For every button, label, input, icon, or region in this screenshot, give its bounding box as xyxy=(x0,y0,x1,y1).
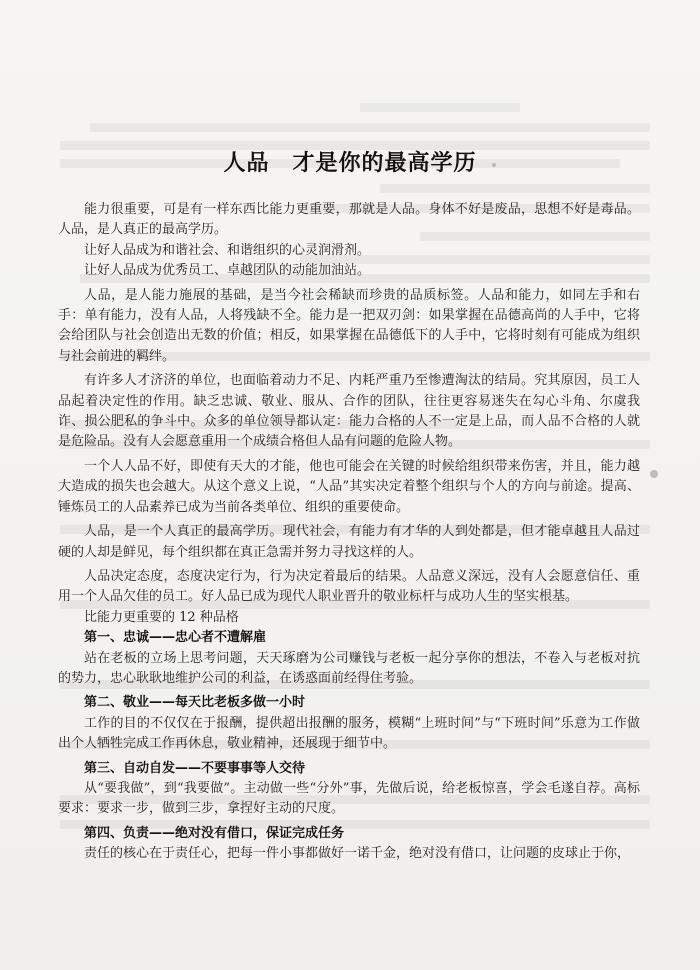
paragraph: 让好人品成为和谐社会、和谐组织的心灵润滑剂。 xyxy=(84,242,371,258)
section-body: 责任的核心在于责任心，把每一件小事都做好一诺千金，绝对没有借口，让问题的皮球止于你， xyxy=(84,846,631,862)
paragraph: 一个人人品不好，即使有天大的才能，他也可能会在关键的时候给组织带来伤害，并且，能力越大造成的损失也会越大。从这个意义上说，“人品”其实决定着整个组织与个人的方向与前途。提高、锤炼员工的人品素养已成为当前各类单位、组织的重要使命。 xyxy=(58,458,640,515)
scan-speck xyxy=(492,163,496,167)
paragraph: 有许多人才济济的单位，也面临着动力不足、内耗严重乃至惨遭淘汰的结局。究其原因，员工人品起着决定性的作用。缺乏忠诚、敬业、服从、合作的团队，往往更容易迷失在勾心斗角、尔虞我诈、损公肥私的争斗中。众多的单位领导都认定：能力合格的人不一定是上品，而人品不合格的人就是危险品。没有人会愿意重用一个成绩合格但人品有问题的危险人物。 xyxy=(58,373,640,450)
document-body xyxy=(58,200,640,865)
section-heading: 第一、忠诚——忠心者不遭解雇 xyxy=(84,630,267,646)
paragraph: 让好人品成为优秀员工、卓越团队的动能加油站。 xyxy=(84,263,371,279)
paragraph: 人品，是一个人真正的最高学历。现代社会，有能力有才华的人到处都是，但才能卓越且人品过硬的人却是鲜见，每个组织都在真正急需并努力寻找这样的人。 xyxy=(58,524,640,560)
scan-speck xyxy=(650,470,658,478)
section-heading: 第四、负责——绝对没有借口，保证完成任务 xyxy=(84,825,345,841)
section-body: 工作的目的不仅仅在于报酬，提供超出报酬的服务，模糊“上班时间”与“下班时间”乐意为工作做出个人牺牲完成工作再休息，敬业精神，还展现于细节中。 xyxy=(58,715,640,752)
paragraph: 人品决定态度，态度决定行为，行为决定着最后的结果。人品意义深远，没有人会愿意信任、重用一个人品欠佳的员工。好人品已成为现代人职业晋升的敬业标杆与成功人生的坚实根基。 xyxy=(58,568,640,605)
section-body: 从“要我做”，到“我要做”。主动做一些“分外”事，先做后说，给老板惊喜，学会毛遂自荐。高标要求：要求一步，做到三步，拿捏好主动的尺度。 xyxy=(58,780,640,817)
section-body: 站在老板的立场上思考问题，天天琢磨为公司赚钱与老板一起分享你的想法，不卷入与老板对抗的势力，忠心耿耿地维护公司的利益，在诱惑面前经得住考验。 xyxy=(58,650,640,686)
section-heading: 第二、敬业——每天比老板多做一小时 xyxy=(84,695,306,711)
section-heading: 第三、自动自发——不要事事等人交待 xyxy=(84,760,306,776)
paragraph: 人品，是人能力施展的基础，是当今社会稀缺而珍贵的品质标签。人品和能力，如同左手和右手：单有能力，没有人品，人将残缺不全。能力是一把双刃剑：如果掌握在品德高尚的人手中，它将会给团队与社会创造出无数的价值；相反，如果掌握在品德低下的人手中，它将时刻有可能成为组织与社会前进的羁绊。 xyxy=(58,287,640,364)
page-title: 人品 才是你的最高学历 xyxy=(223,150,477,176)
list-intro: 比能力更重要的 12 种品格 xyxy=(84,609,239,625)
paragraph: 能力很重要，可是有一样东西比能力更重要，那就是人品。身体不好是废品，思想不好是毒品。人品，是人真正的最高学历。 xyxy=(58,202,640,238)
